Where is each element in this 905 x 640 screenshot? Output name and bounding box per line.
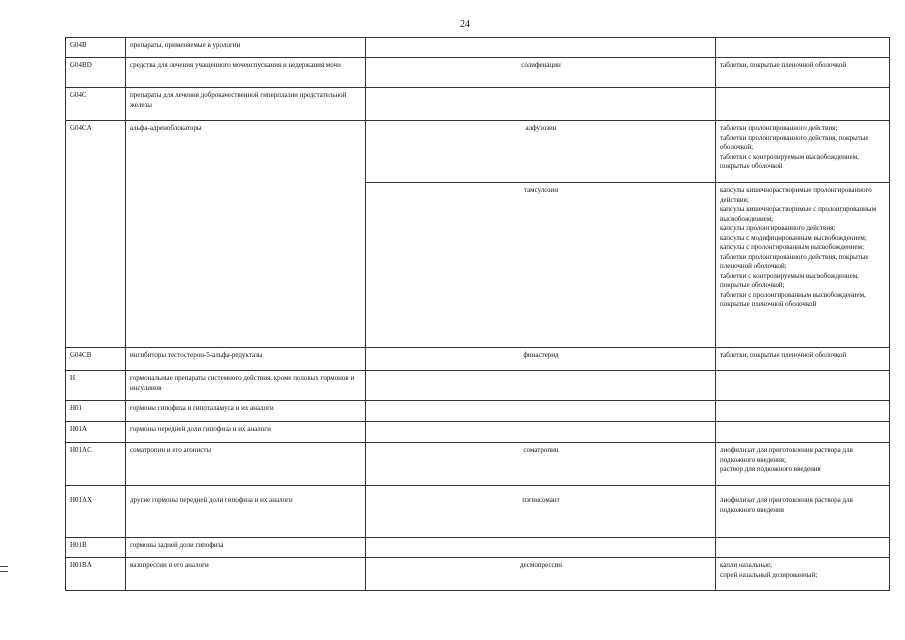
table-row [66,371,890,401]
dosage-form: таблетки с контролируемым высвобождением, покрытые оболочкой [720,152,859,170]
dosage-forms [716,486,890,538]
atc-code: H01A [66,422,126,443]
dosage-form: таблетки пролонгированного действия, покрытые оболочкой; [720,133,869,151]
inn-name: алфузозин [366,121,716,183]
dosage-forms [716,88,890,121]
table-row [66,486,890,538]
inn-name: пэгвисомант [366,486,716,538]
table-row [66,558,890,591]
table-row [66,443,890,486]
dosage-form: таблетки пролонгированного действия; [720,124,838,132]
group-name: вазопрессин и его аналоги [126,558,366,591]
inn-name [366,538,716,558]
table-row [66,121,890,183]
table-row [66,401,890,422]
atc-code: H01B [66,538,126,558]
dosage-forms [716,58,890,88]
dosage-form: капсулы кишечнорастворимые пролонгированного действия; [720,186,872,204]
group-name: соматропин и его агонисты [126,443,366,486]
dosage-forms [716,121,890,183]
group-name: гормоны гипофиза и гипоталамуса и их аналоги [126,401,366,422]
group-name: гормоны задней доли гипофиза [126,538,366,558]
dosage-forms [716,422,890,443]
inn-name: финастерид [366,348,716,371]
atc-code: H [66,371,126,401]
atc-code: H01AC [66,443,126,486]
inn-name: соматропин [366,443,716,486]
dosage-form: таблетки, покрытые пленочной оболочкой [720,61,847,69]
dosage-form: лиофилизат для приготовления раствора для подкожного введения [720,496,853,514]
dosage-forms [716,558,890,591]
inn-name [366,422,716,443]
inn-name: десмопрессин [366,558,716,591]
dosage-form: капсулы кишечнорастворимые с пролонгированным высвобождением; [720,205,877,223]
dosage-form: капли назальные; [720,561,773,569]
atc-code: G04C [66,88,126,121]
inn-name: солифенацин [366,58,716,88]
table-row [66,422,890,443]
atc-code: G04B [66,38,126,58]
group-name: препараты для лечения доброкачественной гиперплазии предстательной железы [126,88,366,121]
atc-code: G04CA [66,121,126,348]
dosage-form: капсулы с модифицированным высвобождением; [720,233,867,242]
group-name: гормональные препараты системного действия, кроме половых гормонов и инсулинов [126,371,366,401]
dosage-form: таблетки с пролонгированным высвобождением, покрытые пленочной оболочкой [720,290,866,308]
dosage-form: капсулы с пролонгированным высвобождением; [720,243,865,251]
inn-name [366,371,716,401]
inn-name: тамсулозин [366,183,716,348]
page-number: 24 [460,19,470,30]
table-row [66,58,890,88]
group-name: ингибиторы тестостерон-5-альфа-редуктазы [126,348,366,371]
inn-name [366,88,716,121]
table-row [66,348,890,371]
inn-name [366,401,716,422]
table-row [66,38,890,58]
dosage-forms [716,183,890,348]
table-row [66,538,890,558]
table-row [66,88,890,121]
atc-code: H01AX [66,486,126,538]
inn-name [366,38,716,58]
dosage-form: капсулы пролонгированного действия; [720,224,836,232]
dosage-form: таблетки с контролируемым высвобождением, покрытые оболочкой; [720,271,859,289]
dosage-form: спрей назальный дозированный; [720,570,818,579]
margin-mark [0,566,8,572]
dosage-form: раствор для подкожного введения [720,465,821,473]
group-name: альфа-адреноблокаторы [126,121,366,348]
dosage-forms [716,38,890,58]
dosage-forms [716,538,890,558]
group-name: гормоны передней доли гипофиза и их аналоги [126,422,366,443]
atc-code: H01 [66,401,126,422]
atc-code: H01BA [66,558,126,591]
dosage-forms [716,348,890,371]
dosage-form: лиофилизат для приготовления раствора для подкожного введения; [720,446,853,464]
group-name: другие гормоны передней доли гипофиза и их аналоги [126,486,366,538]
dosage-form: таблетки, покрытые пленочной оболочкой [720,351,847,359]
drug-classification-table [65,37,890,591]
dosage-forms [716,371,890,401]
atc-code: G04BD [66,58,126,88]
group-name: средства для лечения учащенного мочеиспускания и недержания мочи [126,58,366,88]
dosage-forms [716,401,890,422]
atc-code: G04CB [66,348,126,371]
dosage-forms [716,443,890,486]
dosage-form: таблетки пролонгированного действия, покрытые пленочной оболочкой; [720,252,869,270]
group-name: препараты, применяемые в урологии [126,38,366,58]
